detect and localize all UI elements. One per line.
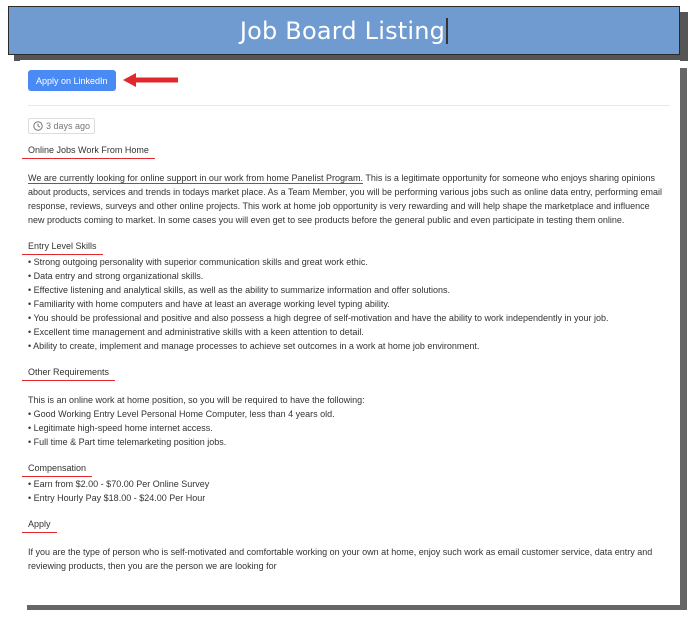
apply-title: Apply	[28, 517, 51, 533]
compensation-list	[28, 477, 668, 505]
requirements-list	[28, 407, 668, 449]
intro-paragraph	[28, 171, 668, 227]
job-description	[28, 143, 668, 573]
list-item: • Excellent time management and administrative skills with a keen attention to detail.	[28, 327, 364, 337]
requirements-title: Other Requirements	[28, 365, 109, 381]
job-card	[20, 60, 680, 605]
job-title: Online Jobs Work From Home	[28, 143, 149, 159]
apply-linkedin-button[interactable]: Apply on LinkedIn	[28, 70, 116, 91]
apply-paragraph: If you are the type of person who is self-motivated and comfortable working on your own at home, enjoy such work as email customer service, data entry and reviewing products, then you are the person we are looking for	[28, 547, 653, 571]
posted-badge	[28, 118, 95, 134]
posted-time: 3 days ago	[46, 121, 91, 131]
skills-title: Entry Level Skills	[28, 239, 97, 255]
list-item: • You should be professional and positive and also possess a high degree of self-motivation and have the ability to work independently in your job.	[28, 313, 609, 323]
clock-icon	[33, 121, 43, 131]
list-item: • Entry Hourly Pay $18.00 - $24.00 Per Hour	[28, 493, 206, 503]
intro-lead: We are currently looking for online support in our work from home Panelist Program.	[28, 173, 363, 183]
compensation-title: Compensation	[28, 461, 86, 477]
divider	[28, 105, 670, 106]
list-item: • Strong outgoing personality with superior communication skills and great work ethic.	[28, 257, 368, 267]
page-header	[8, 6, 680, 55]
list-item: • Data entry and strong organizational skills.	[28, 271, 204, 281]
list-item: • Full time & Part time telemarketing position jobs.	[28, 437, 227, 447]
text-cursor	[446, 18, 448, 44]
intro-rest: This is a legitimate opportunity for someone who enjoys sharing opinions about products, services and trends in todays market place. As a Team Member, you will be performing various jobs such as online data entry, performing email response, reviews, surveys and other online projects. This work at home job opportunity is very rewarding and will help shape the marketplace and influence new products coming to market. In some cases you will even get to see products before the general public and even participate in testing them online.	[28, 173, 662, 225]
skills-list	[28, 255, 668, 353]
list-item: • Legitimate high-speed home internet access.	[28, 423, 213, 433]
list-item: • Ability to create, implement and manage processes to achieve set outcomes in a work at home job environment.	[28, 341, 480, 351]
list-item: • Familiarity with home computers and have at least an average working level typing ability.	[28, 299, 390, 309]
list-item: • Earn from $2.00 - $70.00 Per Online Survey	[28, 479, 210, 489]
page-title: Job Board Listing	[239, 16, 446, 45]
list-item: • Good Working Entry Level Personal Home Computer, less than 4 years old.	[28, 409, 335, 419]
requirements-intro: This is an online work at home position, so you will be required to have the following:	[28, 395, 365, 405]
arrow-left-icon	[123, 73, 179, 87]
list-item: • Effective listening and analytical skills, as well as the ability to summarize information and offer solutions.	[28, 285, 451, 295]
